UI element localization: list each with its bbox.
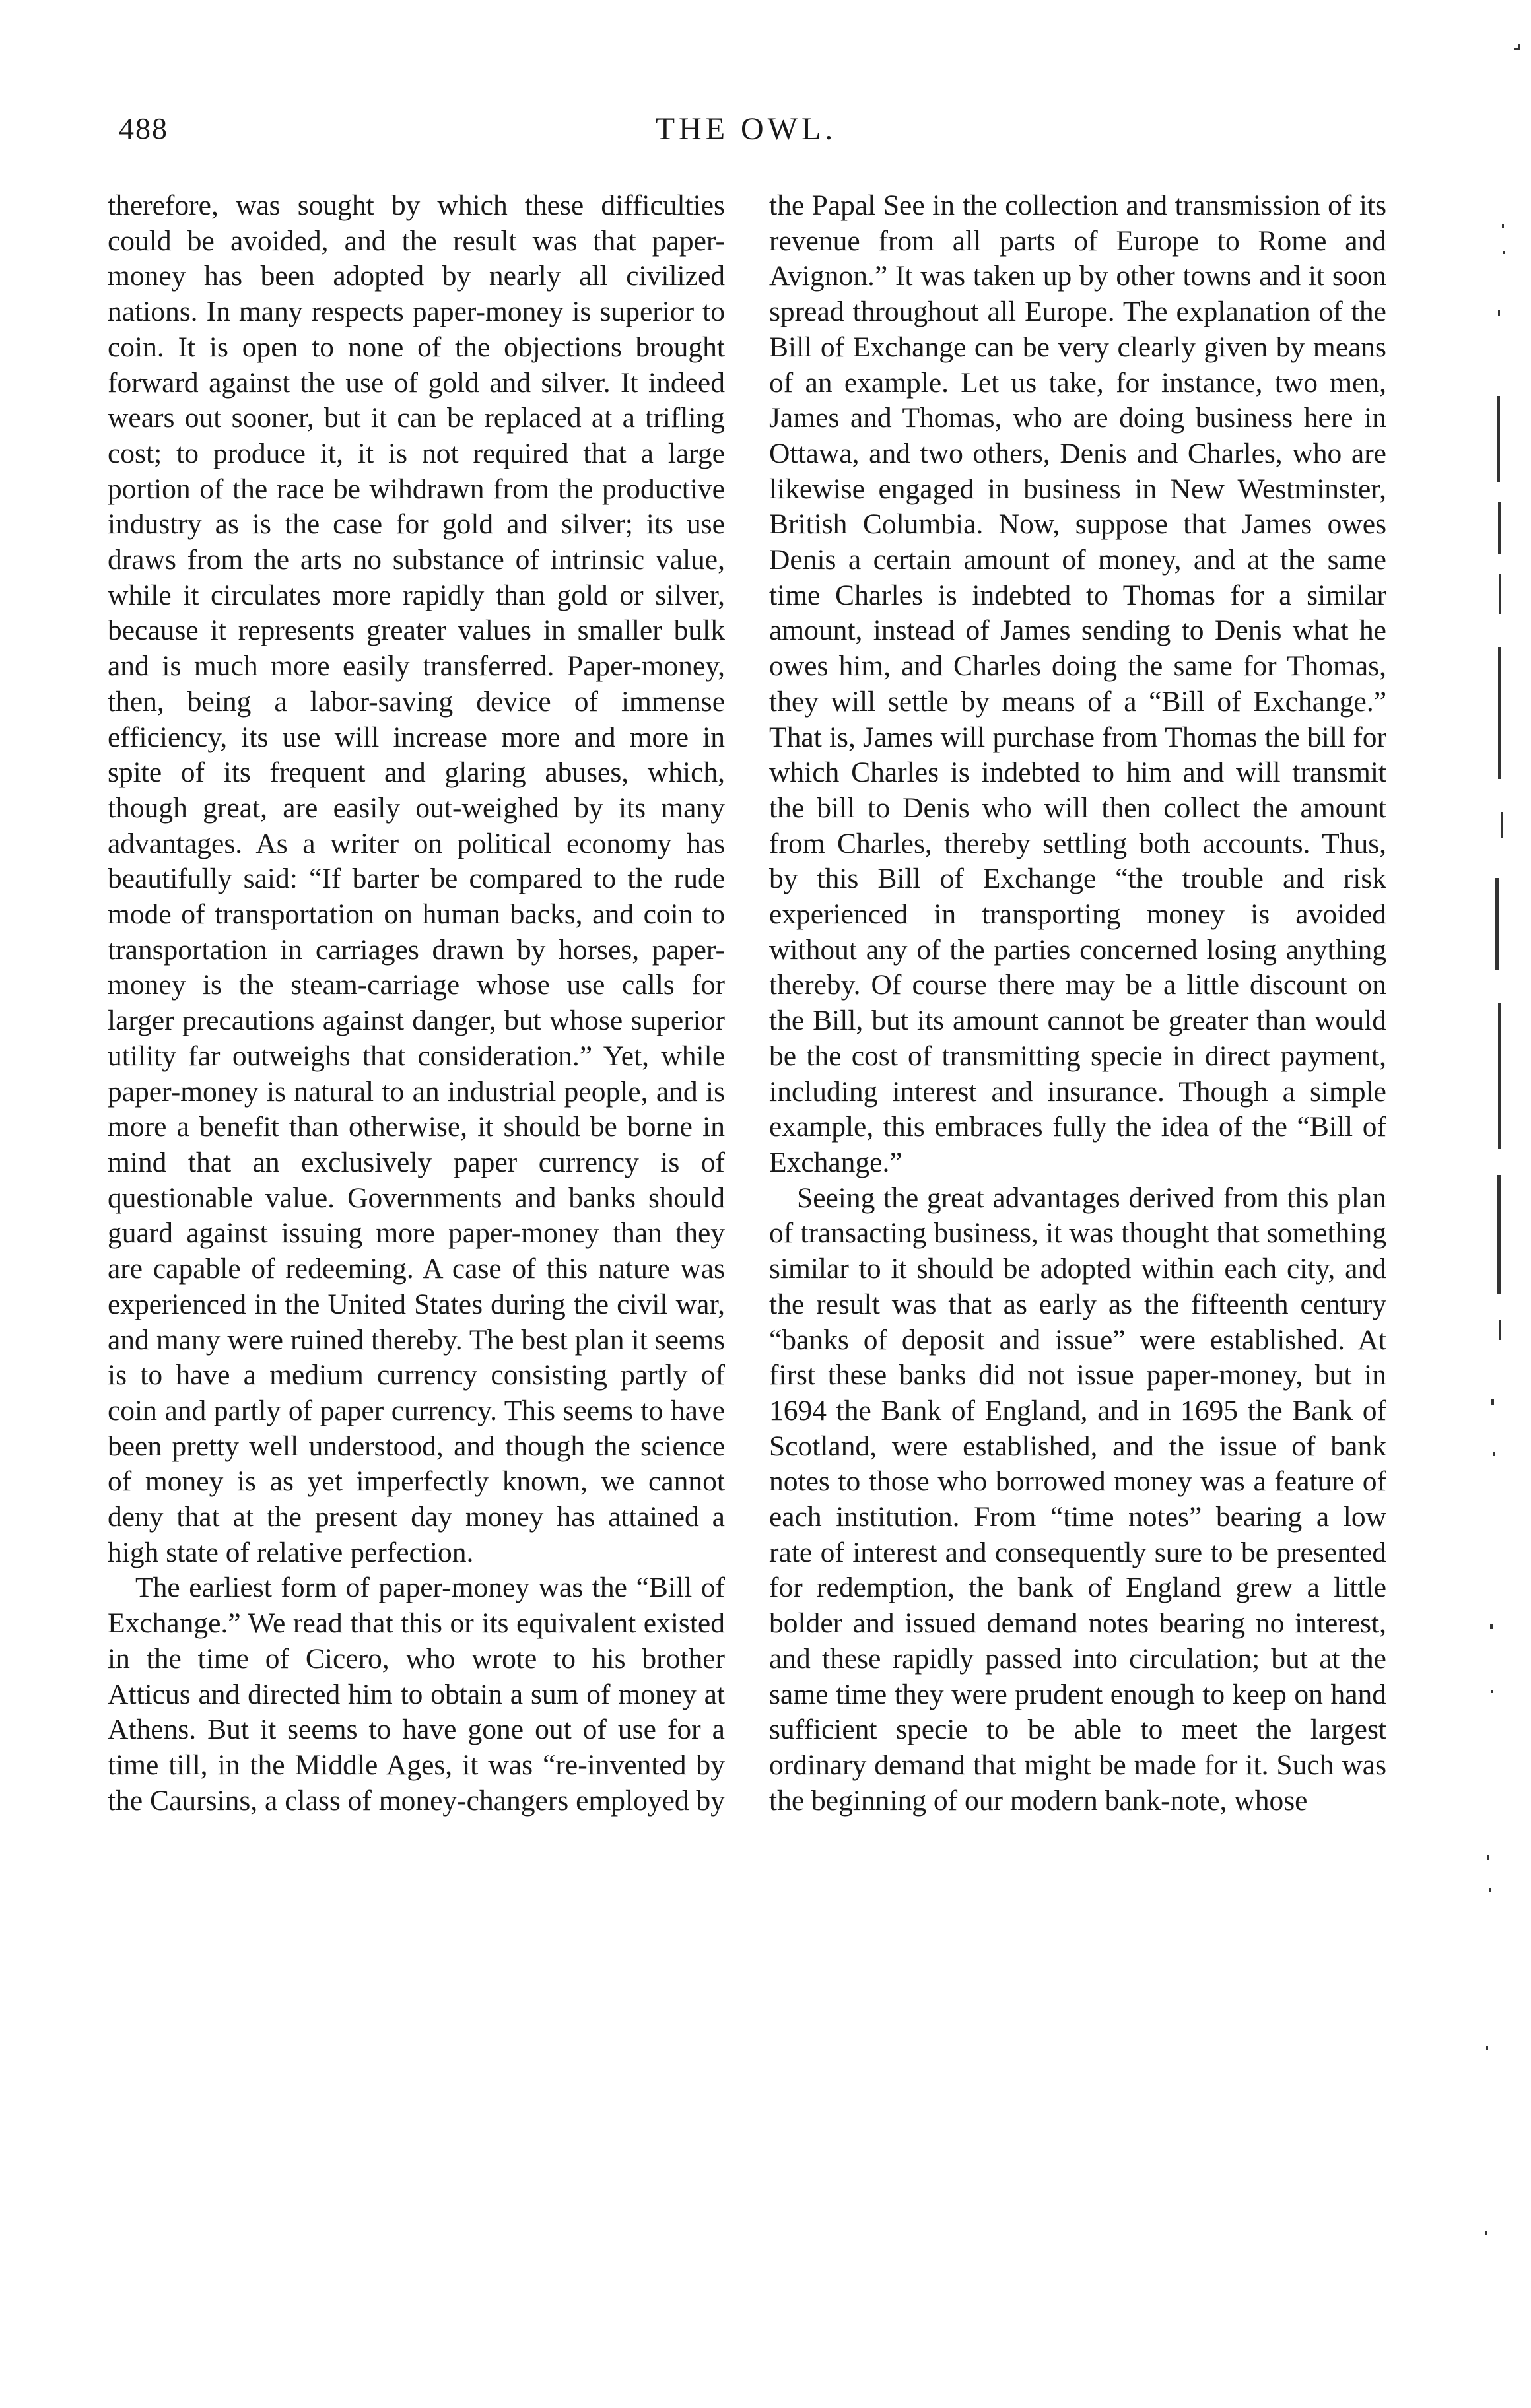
page-header [119,111,1373,157]
running-title: THE OWL. [655,112,837,147]
paragraph: the Papal See in the collection and transmission of its revenue from all parts of Europe to Rome and Avignon.” It was taken up by other towns and it soon spread throughout all Europe. The explanation of the Bill of Exchange can be very clearly given by means of an example. Let us take, for instance, two men, James and Thomas, who are doing business here in Ottawa, and two others, Denis and Charles, who are likewise engaged in business in New Westminster, British Columbia. Now, suppose that James owes Denis a certain amount of money, and at the same time Charles is indebted to Thomas for a similar amount, instead of James sending to Denis what he owes him, and Charles doing the same for Thomas, they will settle by means of a “Bill of Exchange.” That is, James will purchase from Thomas the bill for which Charles is indebted to him and will transmit the bill to Denis who will then collect the amount from Charles, thereby settling both accounts. Thus, by this Bill of Exchange “the trouble and risk experienced in transporting money is avoided without any of the parties concerned losing anything thereby. Of course there may be a little discount on the Bill, but its amount cannot be greater than would be the cost of transmitting specie in direct payment, including interest and insurance. Though a simple example, this embraces fully the idea of the “Bill of Exchange.” [769,189,1386,1178]
page-number: 488 [119,112,168,145]
right-column [769,188,1386,1819]
paragraph: therefore, was sought by which these difficulties could be avoided, and the result was that paper-money has been adopted by nearly all civilized nations. In many respects paper-money is superior to coin. It is open to none of the objections brought forward against the use of gold and silver. It indeed wears out sooner, but it can be replaced at a trifling cost; to produce it, it is not required that a large portion of the race be wihdrawn from the productive industry as is the case for gold and silver; its use draws from the arts no substance of intrinsic value, while it circulates more rapidly than gold or silver, because it represents greater values in smaller bulk and is much more easily transferred. Paper-money, then, being a labor-saving device of immense efficiency, its use will increase more and more in spite of its frequent and glaring abuses, which, though great, are easily out-weighed by its many advantages. As a writer on political economy has beautifully said: “If barter be compared to the rude mode of transportation on human backs, and coin to transportation in carriages drawn by horses, paper-money is the steam-carriage whose use calls for larger precautions against danger, but whose superior utility far outweighs that consideration.” Yet, while paper-money is natural to an industrial people, and is more a benefit than otherwise, it should be borne in mind that an exclusively paper currency is of questionable value. Governments and banks should guard against issuing more paper-money than they are capable of redeeming. A case of this nature was experienced in the United States during the civil war, and many were ruined thereby. The best plan it seems is to have a medium currency consisting partly of coin and partly of paper currency. This seems to have been pretty well understood, and though the science of money is as yet imperfectly known, we cannot deny that at the present day money has attained a high state of relative perfection. [108,189,725,1568]
paragraph: Seeing the great advantages derived from this plan of transacting business, it was thought that something similar to it should be adopted within each city, and the result was that as early as the fifteenth century “banks of deposit and issue” were established. At first these banks did not issue paper-money, but in 1694 the Bank of England, and in 1695 the Bank of Scotland, were established, and the issue of bank notes to those who borrowed money was a feature of each institution. From “time notes” bearing a low rate of interest and consequently sure to be presented for redemption, the bank of England grew a little bolder and issued demand notes bearing no interest, and these rapidly passed into circulation; but at the same time they were prudent enough to keep on hand sufficient specie to be able to meet the largest ordinary demand that might be made for it. Such was the beginning of our modern bank-note, whose [769,1182,1386,1817]
paragraph: The earliest form of paper-money was the “Bill of Exchange.” We read that this or its equivalent existed in the time of Cicero, who wrote to his brother Atticus and directed him to obtain a sum of money at Athens. But it seems to have gone out of use for a time till, in the Middle Ages, it was “re-invented by the Caursins, a class of money-changers employed by [108,1572,725,1817]
scan-edge-marks [1452,0,1531,2408]
left-column [108,188,725,1819]
